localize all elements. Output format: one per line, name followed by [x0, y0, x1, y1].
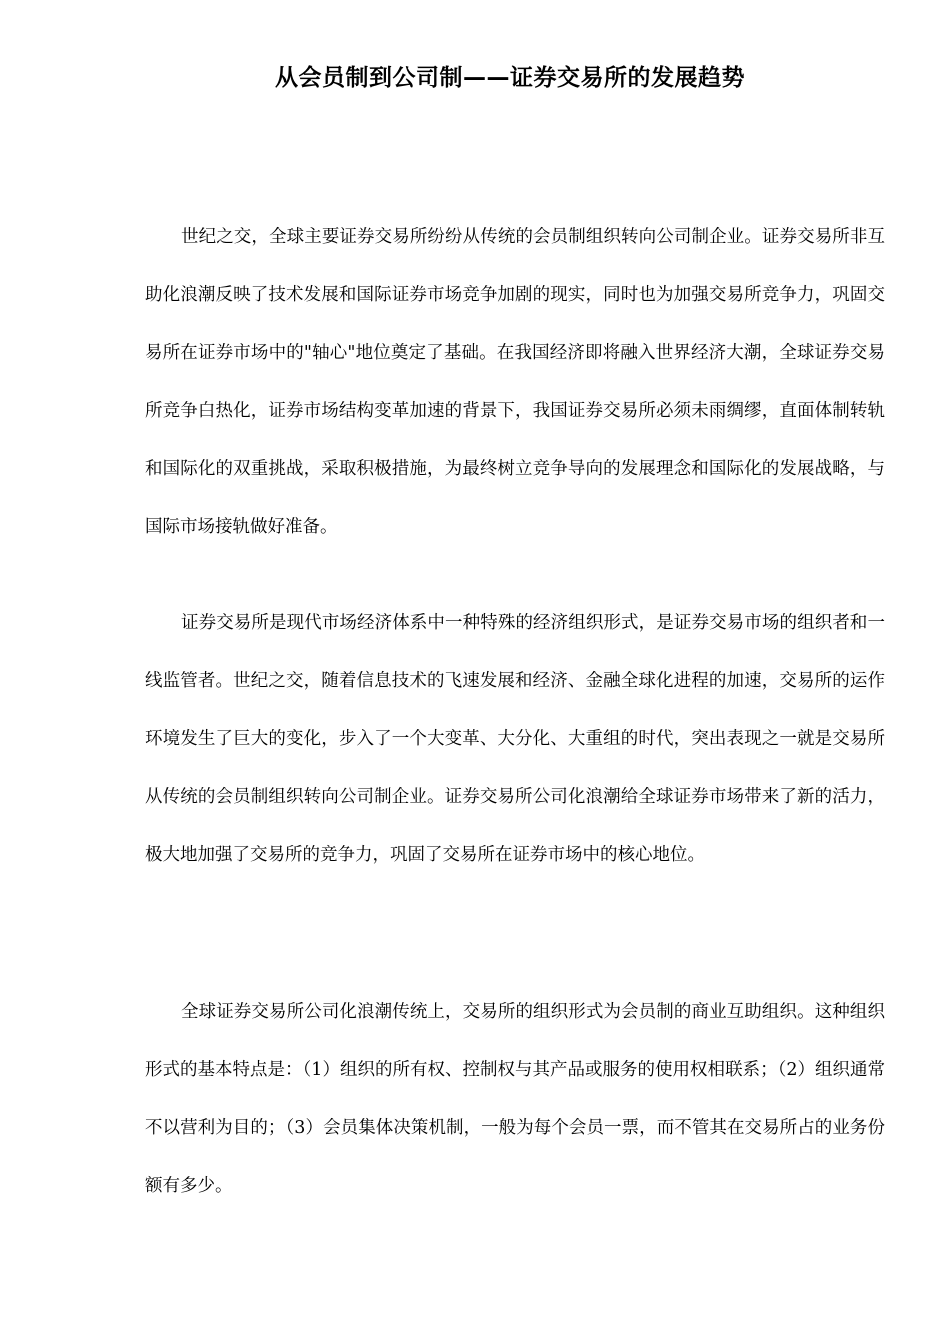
body-paragraph: 全球证券交易所公司化浪潮传统上，交易所的组织形式为会员制的商业互助组织。这种组织形式的基本特点是：（1）组织的所有权、控制权与其产品或服务的使用权相联系；（2）组织通常不以营利为目的；（3）会员集体决策机制，一般为每个会员一票，而不管其在交易所占的业务份额有多少。 — [145, 1002, 885, 1196]
body-paragraph: 世纪之交，全球主要证券交易所纷纷从传统的会员制组织转向公司制企业。证券交易所非互助化浪潮反映了技术发展和国际证券市场竞争加剧的现实，同时也为加强交易所竞争力，巩固交易所在证券市场中的"轴心"地位奠定了基础。在我国经济即将融入世界经济大潮，全球证券交易所竞争白热化，证券市场结构变革加速的背景下，我国证券交易所必须未雨绸缪，直面体制转轨和国际化的双重挑战，采取积极措施，为最终树立竞争导向的发展理念和国际化的发展战略，与国际市场接轨做好准备。 — [145, 227, 885, 537]
document-title: 从会员制到公司制——证券交易所的发展趋势 — [275, 65, 745, 91]
body-paragraph: 证券交易所是现代市场经济体系中一种特殊的经济组织形式，是证券交易市场的组织者和一线监管者。世纪之交，随着信息技术的飞速发展和经济、金融全球化进程的加速，交易所的运作环境发生了巨大的变化，步入了一个大变革、大分化、大重组的时代，突出表现之一就是交易所从传统的会员制组织转向公司制企业。证券交易所公司化浪潮给全球证券市场带来了新的活力，极大地加强了交易所的竞争力，巩固了交易所在证券市场中的核心地位。 — [145, 613, 885, 865]
